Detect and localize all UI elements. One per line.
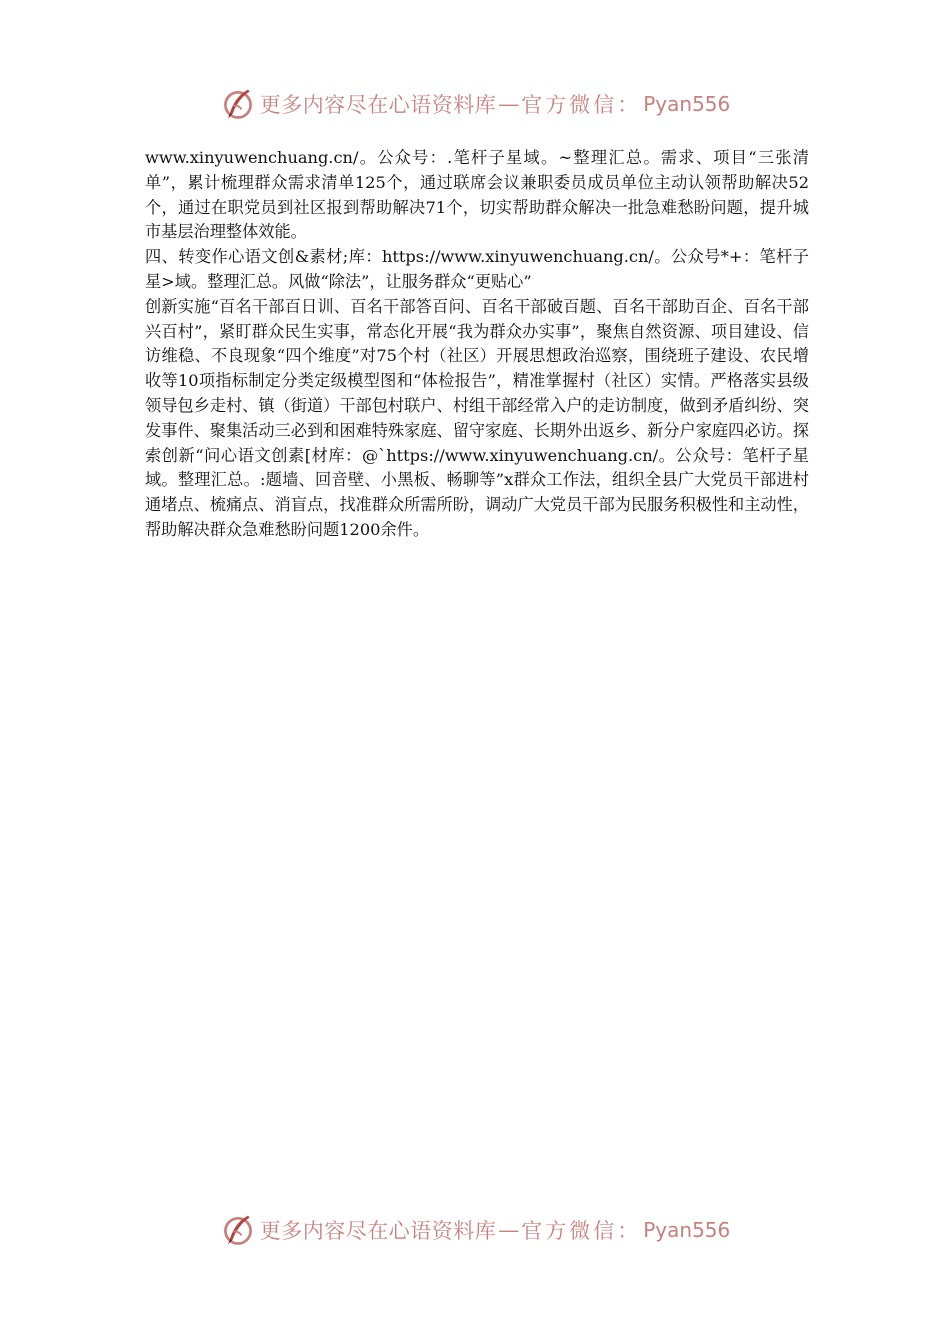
header-banner [0, 82, 950, 126]
paragraph-3: 创新实施“百名干部百日训、百名干部答百问、百名干部破百题、百名干部助百企、百名干部兴百村”，紧盯群众民生实事，常态化开展“我为群众办实事”，聚焦自然资源、项目建设、信访维稳、不良现象“四个维度”对75个村（社区）开展思想政治巡察，围绕班子建设、农民增收等10项指标制定分类定级模型图和“体检报告”，精准掌握村（社区）实情。严格落实县级领导包乡走村、镇（街道）干部包村联户、村组干部经常入户的走访制度，做到矛盾纠纷、突发事件、聚集活动三必到和困难特殊家庭、留守家庭、长期外出返乡、新分户家庭四必访。探索创新“问心语文创素[材库：@`https://www.xinyuwenchuang.cn/。公众号：笔杆子星域。整理汇总。:题墙、回音壁、小黑板、畅聊等”x群众工作法，组织全县广大党员干部进村通堵点、梳痛点、消盲点，找准群众所需所盼，调动广大党员干部为民服务积极性和主动性，帮助解决群众急难愁盼问题1200余件。 [145, 296, 809, 539]
paragraph-1: www.xinyuwenchuang.cn/。公众号：.笔杆子星域。~整理汇总。需求、项目“三张清单”，累计梳理群众需求清单125个，通过联席会议兼职委员成员单位主动认领帮助解决52个，通过在职党员到社区报到帮助解决71个，切实帮助群众解决一批急难愁盼问题，提升城市基层治理整体效能。 [145, 148, 809, 242]
quill-pen-circle-icon [220, 86, 256, 122]
banner-separator: — [498, 92, 520, 116]
banner-slogan: 更多内容尽在心语资料库 [259, 93, 497, 117]
document-body [145, 146, 809, 543]
footer-banner [0, 1208, 950, 1252]
paragraph-2: 四、转变作心语文创&素材;库：https://www.xinyuwenchuang.cn/。公众号*+：笔杆子星>域。整理汇总。风做“除法”，让服务群众“更贴心” [145, 247, 809, 291]
banner-slogan: 更多内容尽在心语资料库 [259, 1219, 497, 1243]
banner-wechat-label: 官方微信： [521, 93, 642, 117]
quill-pen-circle-icon [220, 1212, 256, 1248]
banner-wechat-label: 官方微信： [521, 1219, 642, 1243]
banner-wechat-id: Pyan556 [643, 92, 731, 116]
banner-wechat-id: Pyan556 [643, 1218, 731, 1242]
banner-separator: — [498, 1218, 520, 1242]
